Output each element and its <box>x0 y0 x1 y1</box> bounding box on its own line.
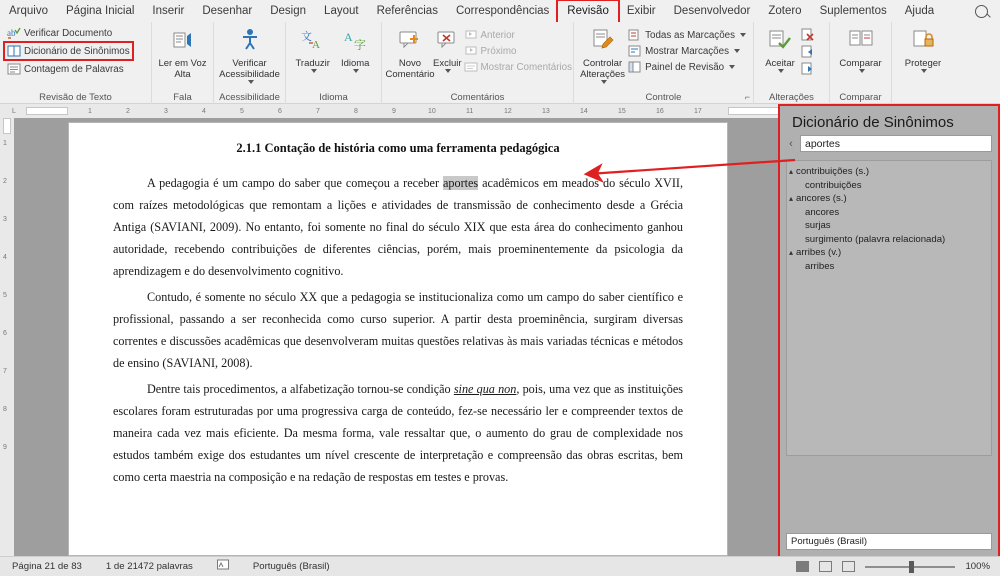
button-verificar-acessibilidade[interactable] <box>221 25 279 84</box>
ruler-tick-15: 15 <box>618 108 626 115</box>
chevron-down-icon[interactable] <box>445 69 451 73</box>
tab-design[interactable]: Design <box>270 4 307 17</box>
group-label-comparar: Comparar <box>839 92 882 103</box>
svg-text:文: 文 <box>300 31 312 43</box>
read-aloud-icon <box>170 27 196 56</box>
label-traduzir: Traduzir <box>295 58 330 69</box>
result-item-surjas[interactable]: surjas <box>805 220 831 231</box>
zoom-level[interactable]: 100% <box>965 561 990 572</box>
compare-icon <box>848 27 874 56</box>
vruler-tick-9: 9 <box>3 444 7 451</box>
tab-desenhar[interactable]: Desenhar <box>202 4 253 17</box>
tab-desenvolvedor[interactable]: Desenvolvedor <box>673 4 751 17</box>
language-icon <box>342 27 368 56</box>
translate-icon <box>300 27 326 56</box>
document-paragraph-1[interactable] <box>113 172 683 282</box>
tab-referencias[interactable]: Referências <box>376 4 438 17</box>
chevron-down-icon[interactable] <box>353 69 359 73</box>
pane-search-row <box>780 135 998 152</box>
zoom-slider[interactable] <box>865 566 955 568</box>
tab-layout[interactable]: Layout <box>324 4 359 17</box>
tab-pagina-inicial[interactable]: Página Inicial <box>66 4 135 17</box>
show-markup-icon <box>628 44 642 58</box>
ribbon-group-proteger <box>892 22 954 104</box>
label-aceitar: Aceitar <box>765 58 795 69</box>
chevron-down-icon[interactable] <box>311 69 317 73</box>
vruler-tick-5: 5 <box>3 292 7 299</box>
ruler-tick-11: 11 <box>466 108 474 115</box>
accept-change-icon <box>767 27 793 56</box>
ruler-tick-12: 12 <box>504 108 512 115</box>
tab-inserir[interactable]: Inserir <box>152 4 185 17</box>
vruler-tick-1: 1 <box>3 140 7 147</box>
thesaurus-results-list[interactable] <box>786 160 992 456</box>
ruler-tick-7: 7 <box>316 108 320 115</box>
label-novo-comentario: Novo Comentário <box>385 58 435 80</box>
label-verificar-acessibilidade: Verificar Acessibilidade <box>219 58 280 80</box>
button-proximo-comentario[interactable] <box>462 43 574 59</box>
horizontal-ruler[interactable]: L 1 2 3 4 5 6 7 8 9 10 11 12 13 14 15 16 17 <box>0 104 790 118</box>
vruler-tick-7: 7 <box>3 368 7 375</box>
thesaurus-pane <box>780 106 998 556</box>
tab-arquivo[interactable]: Arquivo <box>9 4 48 17</box>
status-bar <box>0 556 1000 576</box>
web-layout-icon[interactable] <box>819 561 832 572</box>
ribbon-group-comparar <box>830 22 892 104</box>
ruler-tick-4: 4 <box>202 108 206 115</box>
group-label-idioma: Idioma <box>319 92 348 103</box>
tab-suplementos[interactable]: Suplementos <box>819 4 887 17</box>
ruler-tick-17: 17 <box>694 108 702 115</box>
result-group-contribuicoes[interactable]: ▴ contribuições (s.) <box>789 165 989 179</box>
svg-text:A: A <box>311 39 320 51</box>
document-paragraph-2[interactable]: Contudo, é somente no século XX que a pedagogia se institucionaliza como um campo do saber científico e profissional, passando a ser reconhecida como curso superior. A partir desta proeminência, surgiram diversas correntes e discussões acadêmicas que desenvolveram muitas questões relativas às mais variadas técnicas e métodos de ensino (SAVIANI, 2008). <box>113 290 683 370</box>
selected-word[interactable]: aportes <box>442 176 479 190</box>
ribbon-group-revisao-de-texto <box>0 22 152 104</box>
button-comentario-anterior[interactable] <box>462 27 574 43</box>
chevron-down-icon[interactable] <box>601 80 607 84</box>
ruler-tick-5: 5 <box>240 108 244 115</box>
print-layout-icon[interactable] <box>796 561 809 572</box>
protect-icon <box>910 27 936 56</box>
result-item-surgimento[interactable]: surgimento (palavra relacionada) <box>805 233 946 245</box>
back-chevron-icon[interactable]: ‹ <box>789 137 793 150</box>
ruler-tick-1: 1 <box>88 108 92 115</box>
chevron-down-icon[interactable] <box>734 49 740 53</box>
ruler-tick-3: 3 <box>164 108 168 115</box>
search-icon[interactable] <box>975 5 988 18</box>
label-mostrar-comentarios: Mostrar Comentários <box>480 61 572 73</box>
label-comentario-anterior: Anterior <box>480 29 515 41</box>
pane-title: Dicionário de Sinônimos <box>792 114 954 131</box>
status-language[interactable]: Português (Brasil) <box>252 561 330 572</box>
label-ler-em-voz-alta: Ler em Voz Alta <box>158 58 207 80</box>
button-dicionario-de-sinonimos[interactable] <box>5 43 132 59</box>
vertical-ruler[interactable] <box>0 118 14 556</box>
tab-zotero[interactable]: Zotero <box>768 4 802 17</box>
button-traduzir[interactable] <box>291 25 334 73</box>
thesaurus-search-input[interactable] <box>800 135 992 152</box>
wordcount-icon <box>7 62 21 76</box>
document-heading: 2.1.1 Contação de história como uma ferramenta pedagógica <box>236 141 560 155</box>
result-item-ancores[interactable]: ancores <box>805 206 840 218</box>
vruler-tick-3: 3 <box>3 216 7 223</box>
tab-ajuda[interactable]: Ajuda <box>904 4 935 17</box>
dropdown-todas-as-marcacoes[interactable] <box>626 27 748 43</box>
group-label-revisao-de-texto: Revisão de Texto <box>39 92 112 103</box>
next-comment-icon <box>464 44 478 58</box>
svg-text:ab: ab <box>7 28 16 38</box>
chevron-down-icon[interactable] <box>740 33 746 37</box>
status-right <box>796 561 1000 572</box>
tabbar-right <box>975 5 1000 18</box>
show-comments-icon <box>464 60 478 74</box>
label-painel-de-revisao: Painel de Revisão <box>645 61 725 73</box>
button-controlar-alteracoes[interactable] <box>579 25 626 84</box>
vruler-tick-8: 8 <box>3 406 7 413</box>
markup-view-icon <box>628 28 642 42</box>
label-verificar-documento: Verificar Documento <box>24 27 113 39</box>
button-ler-em-voz-alta[interactable] <box>157 25 208 80</box>
button-verificar-documento[interactable] <box>5 25 114 41</box>
ruler-tick-10: 10 <box>428 108 436 115</box>
group-label-controle: Controle <box>645 92 682 103</box>
paragraph-3-italic: sine qua non <box>453 382 517 396</box>
paragraph-3-post: , pois, uma vez que as instituições escolares foram estruturadas por uma progressiva carga de conteúdo, fez-se necessário ler e compreender textos de maneira cada vez mais eficiente. Da mesma forma, vale ressaltar que, o aumento do grau de complexidade nos estudos também exige dos estudantes um nível crescente de interpretação e compreensão das obras escritas, bem como certa maestria na composição e na redação de respostas em testes e provas. <box>113 382 683 484</box>
label-contagem-de-palavras: Contagem de Palavras <box>24 63 124 75</box>
vruler-tick-2: 2 <box>3 178 7 185</box>
result-group-arribes[interactable]: ▴ arribes (v.) <box>789 246 989 260</box>
paragraph-3-pre: Dentre tais procedimentos, a alfabetização tornou-se condição <box>147 382 454 396</box>
ribbon-group-comentarios <box>382 22 574 104</box>
label-todas-as-marcacoes: Todas as Marcações <box>645 29 735 41</box>
button-proteger[interactable] <box>897 25 949 73</box>
ruler-tick-8: 8 <box>354 108 358 115</box>
tab-exibir[interactable]: Exibir <box>626 4 656 17</box>
vruler-tick-6: 6 <box>3 330 7 337</box>
thesaurus-icon <box>7 44 21 58</box>
label-proximo-comentario: Próximo <box>480 45 517 57</box>
pane-language-selector[interactable]: Português (Brasil) <box>786 533 992 550</box>
track-changes-icon <box>590 27 616 56</box>
result-item-contribuicoes[interactable]: contribuições <box>805 179 862 191</box>
zoom-knob[interactable] <box>909 561 914 573</box>
read-mode-icon[interactable] <box>842 561 855 572</box>
ribbon-group-acessibilidade <box>214 22 286 104</box>
new-comment-icon <box>397 27 423 56</box>
spellcheck-icon <box>7 26 21 40</box>
ruler-tick-13: 13 <box>542 108 550 115</box>
dropdown-mostrar-marcacoes[interactable] <box>626 43 748 59</box>
result-item-arribes[interactable]: arribes <box>805 260 835 272</box>
ruler-tick-16: 16 <box>656 108 664 115</box>
status-page[interactable]: Página 21 de 83 <box>12 561 82 572</box>
ribbon-group-alteracoes <box>754 22 830 104</box>
ribbon-group-controle <box>574 22 754 104</box>
paragraph-1-pre: A pedagogia é um campo do saber que começou a receber <box>147 176 443 190</box>
label-mostrar-marcacoes: Mostrar Marcações <box>645 45 729 57</box>
chevron-down-icon[interactable] <box>729 65 735 69</box>
proofing-errors-icon[interactable] <box>205 559 241 574</box>
button-comparar[interactable] <box>835 25 886 73</box>
label-controlar-alteracoes: Controlar Alterações <box>580 58 626 80</box>
label-dicionario-de-sinonimos: Dicionário de Sinônimos <box>24 45 130 57</box>
group-label-comentarios: Comentários <box>450 92 505 103</box>
svg-text:A: A <box>344 30 353 44</box>
ruler-tick-9: 9 <box>392 108 396 115</box>
group-label-alteracoes: Alterações <box>769 92 814 103</box>
accessibility-icon <box>237 27 263 56</box>
dialog-launcher-controle[interactable]: ⌐ <box>744 92 750 102</box>
button-idioma[interactable] <box>334 25 376 73</box>
tab-revisao[interactable]: Revisão <box>558 1 618 22</box>
button-excluir-comentario[interactable] <box>433 25 462 73</box>
ribbon-group-idioma <box>286 22 382 104</box>
label-comparar: Comparar <box>839 58 882 69</box>
ribbon <box>0 22 1000 104</box>
group-label-acessibilidade: Acessibilidade <box>219 92 280 103</box>
previous-comment-icon <box>464 28 478 42</box>
button-contagem-de-palavras[interactable] <box>5 61 126 77</box>
next-change-icon[interactable] <box>801 62 815 76</box>
group-label-fala: Fala <box>173 92 192 103</box>
button-novo-comentario[interactable] <box>387 25 433 80</box>
chevron-down-icon[interactable] <box>859 69 865 73</box>
previous-change-icon[interactable] <box>801 45 815 59</box>
chevron-down-icon[interactable] <box>921 69 927 73</box>
reviewing-pane-icon <box>628 60 642 74</box>
delete-comment-icon <box>434 27 460 56</box>
button-mostrar-comentarios[interactable] <box>462 59 574 75</box>
result-group-ancores[interactable]: ▴ ancores (s.) <box>789 192 989 206</box>
ribbon-tabbar <box>0 0 1000 22</box>
svg-text:字: 字 <box>354 38 367 52</box>
button-aceitar[interactable] <box>759 25 801 73</box>
label-proteger: Proteger <box>904 58 942 69</box>
chevron-down-icon[interactable] <box>778 69 784 73</box>
label-excluir-comentario: Excluir <box>433 58 462 69</box>
ribbon-group-fala <box>152 22 214 104</box>
reject-change-icon[interactable] <box>801 28 815 42</box>
ruler-tick-6: 6 <box>278 108 282 115</box>
paragraph-1-post: acadêmicos em meados do século XVII, com raízes metodológicas que remontam a lições e atividades de transmissão de conhecimento desde a Grécia Antiga (SAVIANI, 2009). No entanto, foi somente no final do século XIX que esta área do conhecimento ganhou autoridade, recebendo contribuições de diferentes ciências, porém, mais proeminentemente da psicologia da aprendizagem e do desenvolvimento cognitivo. <box>113 176 683 278</box>
chevron-down-icon[interactable] <box>248 80 254 84</box>
status-words[interactable]: 1 de 21472 palavras <box>105 561 193 572</box>
document-page[interactable] <box>68 122 728 556</box>
document-paragraph-3[interactable] <box>113 378 683 488</box>
ruler-tick-14: 14 <box>580 108 588 115</box>
dropdown-painel-de-revisao[interactable] <box>626 59 748 75</box>
vruler-tick-4: 4 <box>3 254 7 261</box>
tab-correspondencias[interactable]: Correspondências <box>455 4 550 17</box>
ruler-tick-2: 2 <box>126 108 130 115</box>
label-idioma: Idioma <box>340 58 370 69</box>
